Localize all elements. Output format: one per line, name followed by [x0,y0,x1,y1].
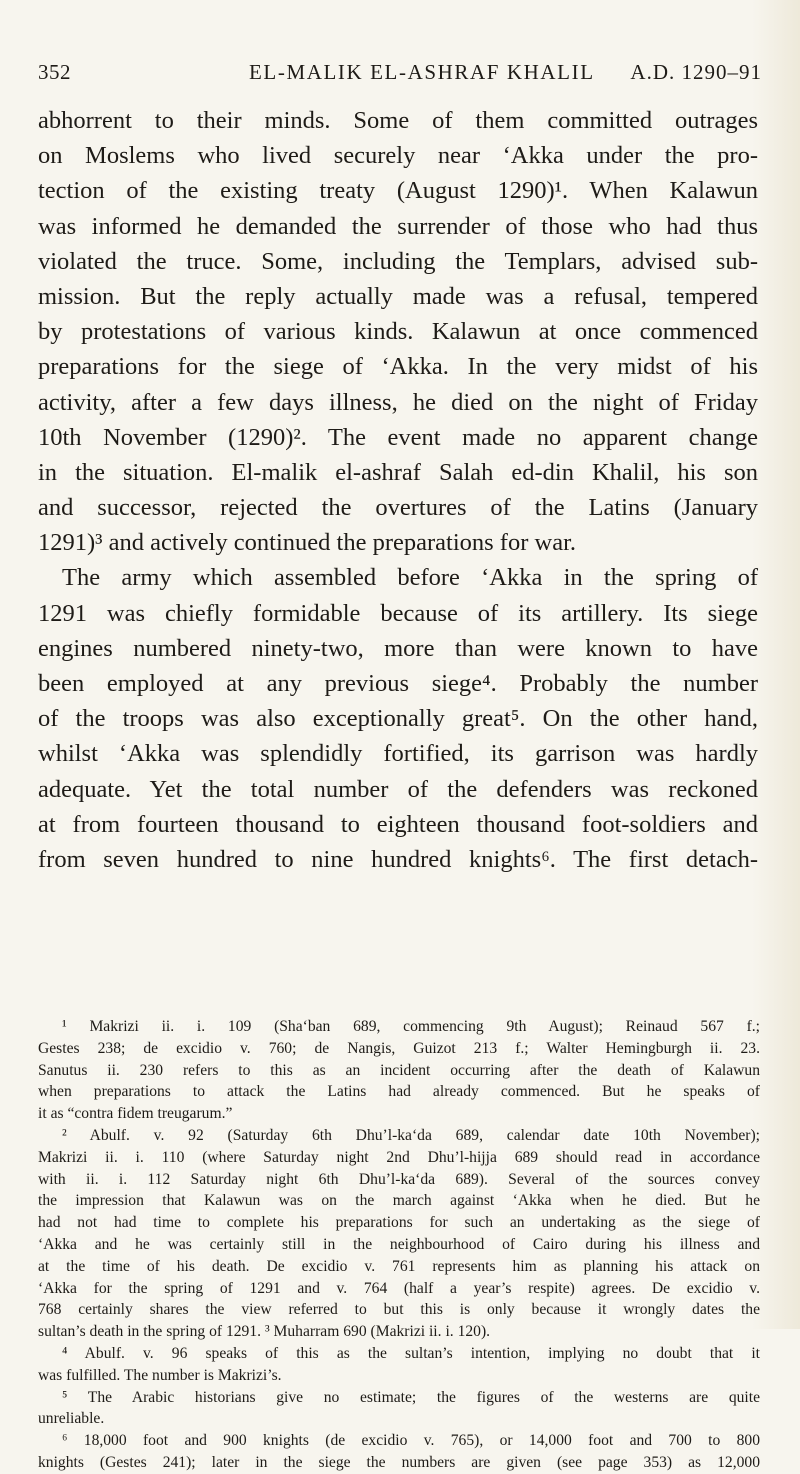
body-line: by protestations of various kinds. Kalawun at once commenced [38,318,758,346]
running-head [38,60,762,90]
footnote-line: at the time of his death. De excidio v. 761 represents him as planning his attack on [38,1257,760,1275]
body-line: The army which assembled before ‘Akka in the spring of [62,564,758,592]
footnote-line: Sanutus ii. 230 refers to this as an incident occurring after the death of Kalawun [38,1061,760,1079]
page-number: 352 [38,60,71,84]
body-line: violated the truce. Some, including the Templars, advised sub- [38,247,758,275]
body-line: abhorrent to their minds. Some of them committed outrages [38,107,758,134]
footnote-line: Makrizi ii. i. 110 (where Saturday night 2nd Dhu’l-hijja 689 should read in accordance [38,1148,760,1166]
footnote-line: was fulfilled. The number is Makrizi’s. [38,1366,282,1384]
body-line: mission. But the reply actually made was a refusal, tempered [38,282,758,310]
body-line: was informed he demanded the surrender of those who had thus [38,212,758,240]
date-range: A.D. 1290–91 [630,60,762,84]
body-text [38,103,758,877]
body-line: and successor, rejected the overtures of the Latins (January [38,494,758,522]
footnote-line: the impression that Kalawun was on the march against ‘Akka when he died. But he [38,1192,760,1210]
footnote-line: ¹ Makrizi ii. i. 109 (Sha‘ban 689, commencing 9th August); Reinaud 567 f.; [62,1018,760,1035]
body-line: of the troops was also exceptionally great⁵. On the other hand, [38,705,758,733]
chapter-title: EL-MALIK EL-ASHRAF KHALIL [249,60,595,84]
footnote-line: ⁴ Abulf. v. 96 speaks of this as the sultan’s intention, implying no doubt that it [62,1344,760,1362]
footnote-line: had not had time to complete his preparations for such an undertaking as the siege of [38,1214,760,1232]
footnote-line: knights (Gestes 241); later in the siege the numbers are given (see page 353) as 12,000 [38,1453,760,1471]
footnote-line: ‘Akka and he was certainly still in the neighbourhood of Cairo during his illness and [38,1235,760,1253]
body-line: adequate. Yet the total number of the defenders was reckoned [38,775,758,803]
body-line: whilst ‘Akka was splendidly fortified, its garrison was hardly [38,740,758,768]
footnote-line: ² Abulf. v. 92 (Saturday 6th Dhu’l-ka‘da 689, calendar date 10th November); [62,1126,760,1144]
footnote-line: when preparations to attack the Latins had already commenced. But he speaks of [38,1083,760,1101]
footnote-line: Gestes 238; de excidio v. 760; de Nangis, Guizot 213 f.; Walter Hemingburgh ii. 23. [38,1039,760,1057]
body-line: activity, after a few days illness, he died on the night of Friday [38,388,758,416]
body-line: preparations for the siege of ‘Akka. In the very midst of his [38,353,758,381]
footnote-line: ‘Akka for the spring of 1291 and v. 764 (half a year’s respite) agrees. De excidio v. [38,1279,760,1297]
footnote-line: with ii. i. 112 Saturday night 6th Dhu’l-ka‘da 689). Several of the sources convey [38,1170,760,1188]
body-line: 1291)³ and actively continued the preparations for war. [38,529,576,557]
footnote-line: unreliable. [38,1410,105,1428]
footnote-line: it as “contra fidem treugarum.” [38,1105,233,1123]
body-line: engines numbered ninety-two, more than were known to have [38,634,758,662]
footnote-line: ⁶ 18,000 foot and 900 knights (de excidio v. 765), or 14,000 foot and 700 to 800 [62,1432,760,1450]
footnotes [38,1016,760,1474]
body-line: at from fourteen thousand to eighteen thousand foot-soldiers and [38,810,758,838]
body-line: in the situation. El-malik el-ashraf Salah ed-din Khalil, his son [38,458,758,486]
footnote-line: ⁵ The Arabic historians give no estimate; the figures of the westerns are quite [62,1388,760,1406]
footnote-line: 768 certainly shares the view referred to but this is only because it wrongly dates the [38,1301,760,1319]
body-line: 1291 was chiefly formidable because of its artillery. Its siege [38,599,758,627]
body-line: on Moslems who lived securely near ‘Akka under the pro- [38,142,758,170]
body-line: been employed at any previous siege⁴. Probably the number [38,670,758,697]
body-line: from seven hundred to nine hundred knights⁶. The first detach- [38,845,758,873]
body-line: 10th November (1290)². The event made no apparent change [38,423,758,451]
footnote-line: sultan’s death in the spring of 1291. ³ Muharram 690 (Makrizi ii. i. 120). [38,1323,491,1341]
body-line: tection of the existing treaty (August 1290)¹. When Kalawun [38,177,758,205]
